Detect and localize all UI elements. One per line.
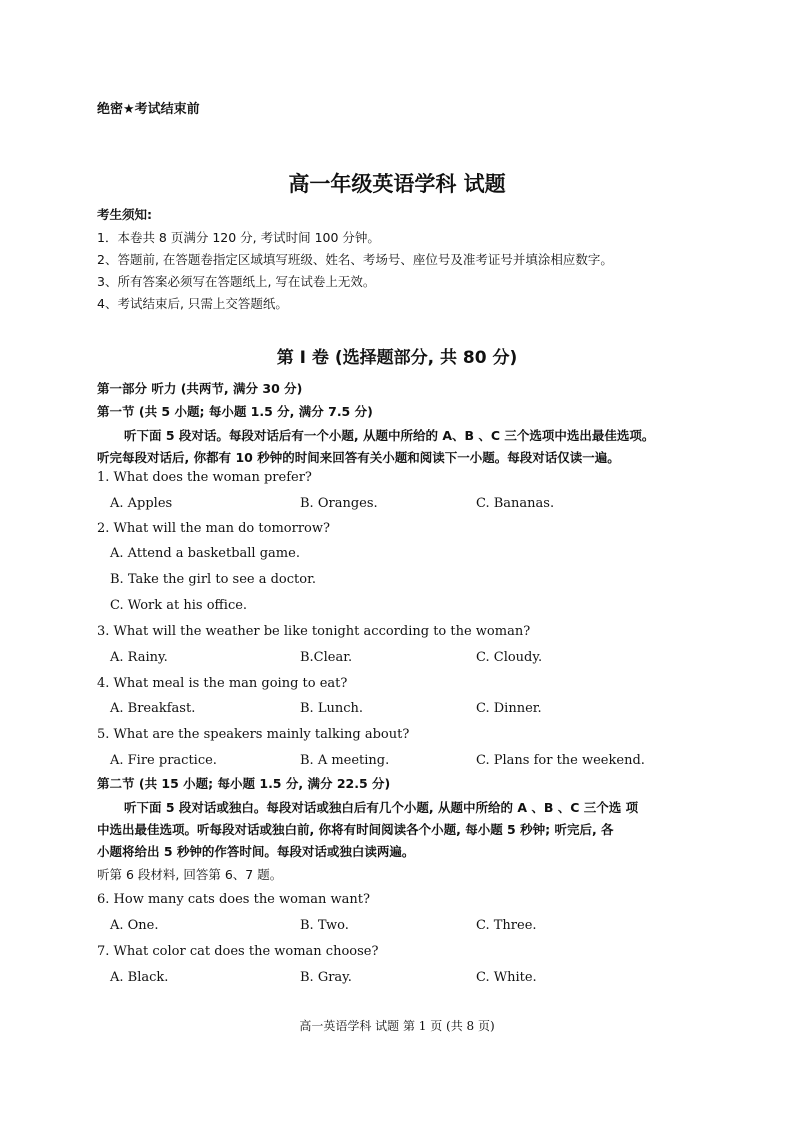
section1-instruction-line1: 听下面 5 段对话。每段对话后有一个小题, 从题中所给的 A、B 、C 三个选项中选出最佳选项。 bbox=[124, 428, 655, 443]
section2-instruction-line2: 中选出最佳选项。听每段对话或独白前, 你将有时间阅读各个小题, 每小题 5 秒钟; 听完后, 各 bbox=[97, 822, 614, 837]
note-item: 3、所有答案必须写在答题纸上, 写在试卷上无效。 bbox=[97, 274, 376, 289]
option-b: B. A meeting. bbox=[300, 753, 390, 768]
note-item: 1．本卷共 8 页满分 120 分, 考试时间 100 分钟。 bbox=[97, 230, 380, 245]
option-c: C. Bananas. bbox=[476, 496, 555, 511]
confidential-mark: 绝密★考试结束前 bbox=[97, 102, 200, 117]
question-stem: 7. What color cat does the woman choose? bbox=[97, 944, 379, 959]
section2-heading: 第二节 (共 15 小题; 每小题 1.5 分, 满分 22.5 分) bbox=[97, 776, 391, 791]
note-item: 4、考试结束后, 只需上交答题纸。 bbox=[97, 296, 288, 311]
question-stem: 4. What meal is the man going to eat? bbox=[97, 676, 348, 691]
option-a: A. Attend a basketball game. bbox=[110, 546, 300, 561]
option-c: C. White. bbox=[476, 970, 537, 985]
option-c: C. Cloudy. bbox=[476, 650, 543, 665]
option-c: C. Plans for the weekend. bbox=[476, 753, 645, 768]
section2-instruction-line3: 小题将给出 5 秒钟的作答时间。每段对话或独白读两遍。 bbox=[97, 844, 415, 859]
option-b: B. Oranges. bbox=[300, 496, 378, 511]
option-a: A. Breakfast. bbox=[110, 701, 196, 716]
page-footer: 高一英语学科 试题 第 1 页 (共 8 页) bbox=[299, 1019, 495, 1033]
option-b: B. Lunch. bbox=[300, 701, 363, 716]
option-b: B. Take the girl to see a doctor. bbox=[110, 572, 316, 587]
question-stem: 3. What will the weather be like tonight according to the woman? bbox=[97, 624, 531, 639]
option-b: B. Gray. bbox=[300, 970, 352, 985]
option-a: A. One. bbox=[110, 918, 159, 933]
option-c: C. Work at his office. bbox=[110, 598, 248, 613]
page-title: 高一年级英语学科 试题 bbox=[288, 172, 506, 196]
part1-heading: 第一部分 听力 (共两节, 满分 30 分) bbox=[97, 381, 303, 396]
note-item: 2、答题前, 在答题卷指定区域填写班级、姓名、考场号、座位号及准考证号并填涂相应数字。 bbox=[97, 252, 613, 267]
option-c: C. Three. bbox=[476, 918, 537, 933]
option-a: A. Apples bbox=[110, 496, 173, 511]
volume-heading: 第 I 卷 (选择题部分, 共 80 分) bbox=[276, 348, 518, 368]
option-b: B.Clear. bbox=[300, 650, 353, 665]
option-a: A. Fire practice. bbox=[110, 753, 217, 768]
question-stem: 1. What does the woman prefer? bbox=[97, 470, 312, 485]
option-c: C. Dinner. bbox=[476, 701, 542, 716]
section1-instruction-line2: 听完每段对话后, 你都有 10 秒钟的时间来回答有关小题和阅读下一小题。每段对话仅读一遍。 bbox=[97, 450, 620, 465]
option-a: A. Rainy. bbox=[110, 650, 168, 665]
option-a: A. Black. bbox=[110, 970, 169, 985]
section2-instruction-line1: 听下面 5 段对话或独白。每段对话或独白后有几个小题, 从题中所给的 A 、B 、C 三个选 项 bbox=[124, 800, 639, 815]
material-note: 听第 6 段材料, 回答第 6、7 题。 bbox=[97, 867, 283, 882]
question-stem: 5. What are the speakers mainly talking about? bbox=[97, 727, 410, 742]
question-stem: 2. What will the man do tomorrow? bbox=[97, 521, 330, 536]
question-stem: 6. How many cats does the woman want? bbox=[97, 892, 370, 907]
option-b: B. Two. bbox=[300, 918, 349, 933]
notes-heading: 考生须知: bbox=[97, 207, 152, 222]
section1-heading: 第一节 (共 5 小题; 每小题 1.5 分, 满分 7.5 分) bbox=[97, 404, 373, 419]
